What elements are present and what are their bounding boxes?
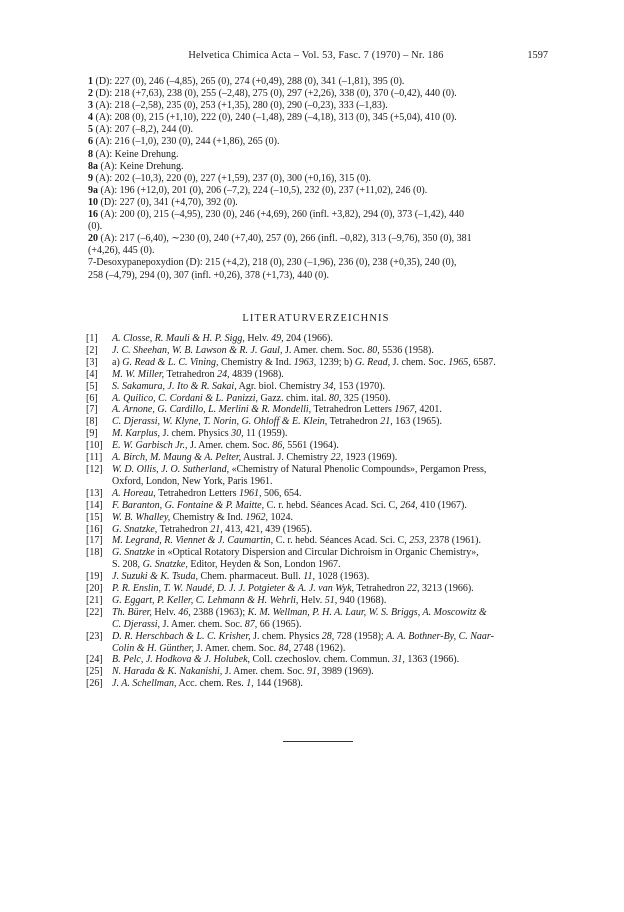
reference-text: Chemistry & Ind. xyxy=(170,511,246,523)
reference-italic: 21, xyxy=(380,416,393,428)
reference-italic: W. D. Ollis, J. O. Sutherland, xyxy=(112,463,230,475)
reference-entry xyxy=(86,500,548,512)
reference-italic: J. A. Schellman, xyxy=(112,678,177,690)
reference-italic: 1962, xyxy=(245,511,269,523)
reference-italic: K. M. Wellman, P. H. A. Laur, W. S. Briggs, A. Moscowitz & xyxy=(247,606,487,618)
reference-text: 2748 (1962). xyxy=(291,642,346,654)
reference-italic: 22, xyxy=(330,452,344,464)
reference-italic: J. Suzuki & K. Tsuda, xyxy=(112,571,199,583)
reference-italic: 264, xyxy=(400,499,418,511)
compound-label: 4 xyxy=(88,112,93,124)
reference-text: J. chem. Physics xyxy=(250,630,322,642)
reference-entry xyxy=(86,583,548,595)
data-line xyxy=(88,112,544,124)
data-text: (A): Keine Drehung. xyxy=(93,148,179,160)
reference-entry xyxy=(86,547,548,571)
data-line xyxy=(88,124,544,136)
reference-number: [15] xyxy=(86,511,103,523)
reference-italic: N. Harada & K. Nakanishi, xyxy=(112,666,223,678)
reference-line xyxy=(112,476,548,488)
data-text: (0). xyxy=(88,221,103,233)
reference-italic: 84, xyxy=(278,642,292,654)
reference-text: a) xyxy=(112,356,123,368)
compound-label: 16 xyxy=(88,209,98,221)
reference-number: [10] xyxy=(86,440,103,452)
data-line xyxy=(88,161,544,173)
reference-text: 6587. xyxy=(470,356,496,368)
reference-line xyxy=(112,416,548,428)
reference-text: in «Optical Rotatory Dispersion and Circular Dichroism in Organic Chemistry», xyxy=(154,547,479,559)
reference-italic: 22, xyxy=(407,583,420,595)
reference-entry xyxy=(86,333,548,345)
reference-text: 4201. xyxy=(416,404,442,416)
reference-italic: G. Read, xyxy=(354,356,391,368)
data-line xyxy=(88,136,544,148)
data-text: (A): 218 (–2,58), 235 (0), 253 (+1,35), 280 (0), 290 (–0,23), 333 (–1,83). xyxy=(93,100,388,112)
reference-text: J. Amer. chem. Soc. xyxy=(282,344,368,356)
reference-italic: G. Snatzke, xyxy=(112,523,158,535)
reference-text: 1239; b) xyxy=(316,356,355,368)
reference-text: 153 (1970). xyxy=(335,380,386,392)
reference-italic: Colin & H. Günther, xyxy=(112,642,194,654)
data-text: (+4,26), 445 (0). xyxy=(88,245,155,257)
reference-number: [22] xyxy=(86,606,103,618)
data-text: (A): 217 (–6,40), ∼230 (0), 240 (+7,40), 257 (0), 266 (infl. –0,82), 313 (–9,76), 350 (0), 381 xyxy=(98,233,472,245)
reference-italic: 31, xyxy=(392,654,405,666)
reference-number: [3] xyxy=(86,356,98,368)
compound-label: 2 xyxy=(88,88,93,100)
reference-entry xyxy=(86,464,548,488)
reference-text: J. Amer. chem. Soc. xyxy=(187,440,273,452)
reference-entry xyxy=(86,488,548,500)
reference-italic: G. Snatzke xyxy=(112,547,155,559)
reference-line xyxy=(112,666,548,678)
reference-line xyxy=(112,369,548,381)
reference-text: 5536 (1958). xyxy=(379,344,434,356)
reference-text: 728 (1958); xyxy=(334,630,387,642)
reference-text: Chem. pharmaceut. Bull. xyxy=(198,571,304,583)
reference-text: 204 (1966). xyxy=(283,333,333,344)
reference-number: [7] xyxy=(86,404,98,416)
reference-text: Tetrahedron Letters xyxy=(155,487,240,499)
compound-label: 5 xyxy=(88,124,93,136)
data-line xyxy=(88,257,544,269)
data-line xyxy=(88,245,544,257)
reference-line xyxy=(112,500,548,512)
reference-italic: 253, xyxy=(409,535,427,547)
reference-italic: G. Snatzke, xyxy=(142,559,188,571)
reference-number: [12] xyxy=(86,463,103,475)
reference-text: Tetrahedron Letters xyxy=(311,404,395,416)
reference-line xyxy=(112,678,548,690)
reference-text: 3213 (1966). xyxy=(419,583,474,595)
reference-number: [16] xyxy=(86,523,103,535)
reference-text: Coll. czechoslov. chem. Commun. xyxy=(250,654,393,666)
reference-italic: M. Legrand, R. Viennet & J. Caumartin, xyxy=(112,535,274,547)
compound-label: 8a xyxy=(88,160,98,172)
data-text: (A): 202 (–10,3), 220 (0), 227 (+1,59), 237 (0), 300 (+0,16), 315 (0). xyxy=(93,172,371,184)
reference-italic: G. Read & L. C. Vining, xyxy=(122,356,219,368)
reference-text: J. Amer. chem. Soc. xyxy=(193,642,279,654)
reference-number: [6] xyxy=(86,392,98,404)
reference-italic: S. Sakamura, J. Ito & R. Sakai, xyxy=(112,380,237,392)
reference-entry xyxy=(86,357,548,369)
reference-italic: A. Quilico, C. Cordani & L. Panizzi, xyxy=(112,392,259,404)
reference-entry xyxy=(86,416,548,428)
data-text: (D): 227 (0), 341 (+4,70), 392 (0). xyxy=(98,196,238,208)
reference-entry xyxy=(86,440,548,452)
reference-entry xyxy=(86,369,548,381)
compound-label: 3 xyxy=(88,100,93,112)
reference-italic: M. Karplus, xyxy=(112,428,161,440)
reference-text: 1923 (1969). xyxy=(343,452,398,464)
reference-text: Agr. biol. Chemistry xyxy=(236,380,324,392)
reference-text: 1024. xyxy=(268,511,294,523)
reference-line xyxy=(112,619,548,631)
reference-number: [13] xyxy=(86,487,103,499)
reference-text: 413, 421, 439 (1965). xyxy=(222,523,312,535)
reference-number: [24] xyxy=(86,654,103,666)
reference-italic: 86, xyxy=(272,440,285,452)
reference-entry xyxy=(86,666,548,678)
running-head: Helvetica Chimica Acta – Vol. 53, Fasc. 7 (1970) – Nr. 186 xyxy=(188,50,444,61)
reference-italic: G. Eggart, P. Keller, C. Lehmann & H. Wehrli, xyxy=(112,594,299,606)
reference-number: [9] xyxy=(86,428,98,440)
reference-line xyxy=(112,571,548,583)
reference-text: Tetrahedron xyxy=(164,368,218,380)
reference-text: J. chem. Physics xyxy=(160,428,232,440)
reference-number: [2] xyxy=(86,344,98,356)
reference-italic: 1963, xyxy=(293,356,317,368)
reference-entry xyxy=(86,404,548,416)
compound-label: 20 xyxy=(88,233,98,245)
reference-text: «Chemistry of Natural Phenolic Compounds», Pergamon Press, xyxy=(229,463,487,475)
compound-label: 8 xyxy=(88,148,93,160)
reference-text: Acc. chem. Res. xyxy=(176,678,247,690)
reference-number: [23] xyxy=(86,630,103,642)
reference-text: Chemistry & Ind. xyxy=(218,356,294,368)
reference-line xyxy=(112,643,548,655)
data-text: 258 (–4,79), 294 (0), 307 (infl. +0,26), 378 (+1,73), 440 (0). xyxy=(88,269,329,281)
reference-number: [4] xyxy=(86,368,98,380)
reference-text: 163 (1965). xyxy=(392,416,442,428)
reference-text: C. r. hebd. Séances Acad. Sci. C, xyxy=(273,535,410,547)
cd-data-block xyxy=(88,76,544,282)
running-header xyxy=(88,50,548,66)
reference-italic: Th. Bürer, xyxy=(112,606,152,618)
reference-line xyxy=(112,393,548,405)
references-list xyxy=(86,333,548,690)
reference-text: Gazz. chim. ital. xyxy=(258,392,329,404)
reference-line xyxy=(112,381,548,393)
data-line xyxy=(88,149,544,161)
reference-line xyxy=(112,440,548,452)
data-line xyxy=(88,76,544,88)
reference-text: 11 (1959). xyxy=(243,428,288,440)
reference-entry xyxy=(86,678,548,690)
reference-line xyxy=(112,559,548,571)
reference-line xyxy=(112,345,548,357)
reference-italic: 1967, xyxy=(394,404,417,416)
compound-label: 1 xyxy=(88,76,93,87)
reference-text: 410 (1967). xyxy=(417,499,467,511)
reference-number: [1] xyxy=(86,333,98,344)
reference-entry xyxy=(86,571,548,583)
reference-italic: 11, xyxy=(303,571,316,583)
reference-entry xyxy=(86,607,548,631)
data-line xyxy=(88,233,544,245)
reference-italic: J. C. Sheehan, W. B. Lawson & R. J. Gaul, xyxy=(112,344,283,356)
reference-line xyxy=(112,654,548,666)
reference-text: 1363 (1966). xyxy=(404,654,460,666)
reference-number: [25] xyxy=(86,666,103,678)
reference-italic: 24, xyxy=(217,368,230,380)
reference-text: 3989 (1969). xyxy=(319,666,374,678)
reference-line xyxy=(112,547,548,559)
reference-italic: 1, xyxy=(246,678,254,690)
reference-text: Helv. xyxy=(151,606,179,618)
reference-italic: 80, xyxy=(367,344,380,356)
reference-line xyxy=(112,464,548,476)
reference-italic: A. Arnone, G. Cardillo, L. Merlini & R. Mondelli, xyxy=(112,404,312,416)
reference-number: [14] xyxy=(86,499,103,511)
reference-italic: 91, xyxy=(307,666,320,678)
data-line xyxy=(88,221,544,233)
data-text: (A): 208 (0), 215 (+1,10), 222 (0), 240 (–1,48), 289 (–4,18), 313 (0), 345 (+5,04), 410 (0). xyxy=(93,112,457,124)
data-text: (D): 227 (0), 246 (–4,85), 265 (0), 274 (+0,49), 288 (0), 341 (–1,81), 395 (0). xyxy=(93,76,405,87)
reference-italic: 51, xyxy=(324,594,338,606)
reference-number: [8] xyxy=(86,416,98,428)
reference-text: J. chem. Soc. xyxy=(390,356,449,368)
reference-text: Tetrahedron xyxy=(327,416,381,428)
reference-number: [20] xyxy=(86,583,103,595)
reference-italic: 1961, xyxy=(239,487,262,499)
reference-line xyxy=(112,357,548,369)
reference-text: Austral. J. Chemistry xyxy=(241,452,331,464)
reference-italic: F. Baranton, G. Fontaine & P. Maitte, xyxy=(112,499,265,511)
reference-number: [18] xyxy=(86,547,103,559)
reference-entry xyxy=(86,654,548,666)
reference-entry xyxy=(86,631,548,655)
reference-text: Helv. xyxy=(298,594,325,606)
reference-italic: A. Closse, R. Mauli & H. P. Sigg, xyxy=(112,333,245,344)
data-text: (A): 200 (0), 215 (–4,95), 230 (0), 246 (+4,69), 260 (infl. +3,82), 294 (0), 373 (–1,42), 440 xyxy=(98,209,464,221)
reference-italic: A. Birch, M. Maung & A. Pelter, xyxy=(112,452,242,464)
reference-italic: 80, xyxy=(328,392,342,404)
reference-text: 4839 (1968). xyxy=(229,368,284,380)
reference-italic: 30, xyxy=(231,428,244,440)
reference-line xyxy=(112,488,548,500)
page-number: 1597 xyxy=(527,50,548,61)
reference-entry xyxy=(86,535,548,547)
data-line xyxy=(88,173,544,185)
reference-number: [11] xyxy=(86,452,103,464)
data-text: (A): 207 (–8,2), 244 (0). xyxy=(93,124,193,136)
reference-line xyxy=(112,512,548,524)
reference-text: 2388 (1963); xyxy=(190,606,248,618)
reference-line xyxy=(112,607,548,619)
reference-italic: A. Horeau, xyxy=(112,487,156,499)
reference-text: S. 208, xyxy=(112,559,143,571)
compound-label: 10 xyxy=(88,196,98,208)
reference-entry xyxy=(86,595,548,607)
reference-text: 66 (1965). xyxy=(257,618,302,630)
reference-entry xyxy=(86,381,548,393)
reference-line xyxy=(112,595,548,607)
reference-line xyxy=(112,333,548,345)
data-line xyxy=(88,270,544,282)
data-text: (A): Keine Drehung. xyxy=(98,160,184,172)
reference-italic: M. W. Miller, xyxy=(112,368,165,380)
reference-number: [21] xyxy=(86,594,103,606)
reference-entry xyxy=(86,512,548,524)
reference-text: 2378 (1961). xyxy=(426,535,481,547)
reference-italic: D. R. Herschbach & L. C. Krisher, xyxy=(112,630,251,642)
compound-label: 6 xyxy=(88,136,93,148)
data-text: (A): 216 (–1,0), 230 (0), 244 (+1,86), 265 (0). xyxy=(93,136,280,148)
reference-italic: 46, xyxy=(178,606,191,618)
reference-italic: B. Pelc, J. Hodkova & J. Holubek, xyxy=(112,654,251,666)
reference-italic: 49, xyxy=(271,333,284,344)
reference-italic: 28, xyxy=(321,630,335,642)
reference-line xyxy=(112,428,548,440)
references-heading: LITERATURVERZEICHNIS xyxy=(242,313,390,324)
reference-entry xyxy=(86,393,548,405)
data-line xyxy=(88,185,544,197)
reference-text: J. Amer. chem. Soc. xyxy=(222,666,308,678)
reference-entry xyxy=(86,524,548,536)
end-rule xyxy=(283,741,353,742)
reference-text: Oxford, London, New York, Paris 1961. xyxy=(112,475,273,487)
reference-text: 325 (1950). xyxy=(341,392,391,404)
compound-label: 9 xyxy=(88,172,93,184)
reference-italic: 87, xyxy=(244,618,258,630)
reference-number: [26] xyxy=(86,678,103,690)
reference-text: 1028 (1963). xyxy=(315,571,370,583)
reference-number: [5] xyxy=(86,380,98,392)
reference-number: [17] xyxy=(86,535,103,547)
reference-italic: 21, xyxy=(210,523,223,535)
reference-entry xyxy=(86,428,548,440)
reference-italic: C. Djerassi, xyxy=(112,618,161,630)
reference-line xyxy=(112,524,548,536)
reference-number: [19] xyxy=(86,571,103,583)
reference-text: C. r. hebd. Séances Acad. Sci. C, xyxy=(264,499,401,511)
data-line xyxy=(88,197,544,209)
reference-entry xyxy=(86,345,548,357)
reference-line xyxy=(112,631,548,643)
reference-italic: E. W. Garbisch Jr., xyxy=(112,440,188,452)
reference-italic: C. Djerassi, W. Klyne, T. Norin, G. Ohloff & E. Klein, xyxy=(112,416,328,428)
reference-line xyxy=(112,404,548,416)
data-line xyxy=(88,88,544,100)
reference-text: 144 (1968). xyxy=(253,678,303,690)
reference-text: 5561 (1964). xyxy=(284,440,339,452)
reference-italic: A. A. Bothner-By, C. Naar- xyxy=(386,630,494,642)
reference-italic: W. B. Whalley, xyxy=(112,511,171,523)
reference-text: Helv. xyxy=(244,333,272,344)
data-line xyxy=(88,209,544,221)
reference-italic: 1965, xyxy=(448,356,471,368)
reference-italic: 34, xyxy=(323,380,336,392)
reference-text: 506, 654. xyxy=(261,487,302,499)
data-line xyxy=(88,100,544,112)
reference-text: J. Amer. chem. Soc. xyxy=(160,618,245,630)
compound-label: 9a xyxy=(88,184,98,196)
reference-line xyxy=(112,583,548,595)
reference-text: Tetrahedron xyxy=(157,523,211,535)
reference-text: Editor, Heyden & Son, London 1967. xyxy=(187,559,341,571)
reference-line xyxy=(112,452,548,464)
data-text: 7-Desoxypanepoxydion (D): 215 (+4,2), 218 (0), 230 (–1,96), 236 (0), 238 (+0,35), 240 (0), xyxy=(88,257,457,269)
reference-text: 940 (1968). xyxy=(337,594,387,606)
reference-entry xyxy=(86,452,548,464)
data-text: (A): 196 (+12,0), 201 (0), 206 (–7,2), 224 (–10,5), 232 (0), 237 (+11,02), 246 (0). xyxy=(98,184,428,196)
reference-italic: P. R. Enslin, T. W. Naudé, D. J. J. Potgieter & A. J. van Wyk, xyxy=(112,583,355,595)
reference-text: Tetrahedron xyxy=(354,583,407,595)
reference-line xyxy=(112,535,548,547)
data-text: (D): 218 (+7,63), 238 (0), 255 (–2,48), 275 (0), 297 (+2,26), 338 (0), 370 (–0,42), 440 (0). xyxy=(93,88,457,100)
